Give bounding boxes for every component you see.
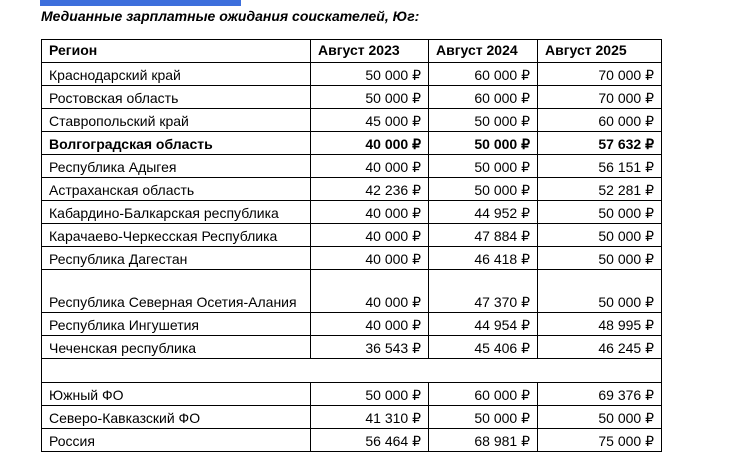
value-aug-2025-cell: 52 281 ₽ <box>538 178 662 201</box>
value-aug-2023-cell: 40 000 ₽ <box>311 224 429 247</box>
table-row <box>42 336 662 359</box>
value-aug-2023-cell: 36 543 ₽ <box>311 336 429 359</box>
value-aug-2024-cell: 60 000 ₽ <box>429 86 538 109</box>
value-aug-2023-cell: 45 000 ₽ <box>311 109 429 132</box>
table-row <box>42 109 662 132</box>
table-row <box>42 132 662 155</box>
value-aug-2023-cell: 50 000 ₽ <box>311 63 429 86</box>
region-cell: Республика Северная Осетия-Алания <box>42 270 311 313</box>
region-cell: Республика Ингушетия <box>42 313 311 336</box>
value-aug-2024-cell: 44 952 ₽ <box>429 201 538 224</box>
table-row <box>42 155 662 178</box>
header-aug-2025: Август 2025 <box>538 40 662 63</box>
value-aug-2025-cell: 60 000 ₽ <box>538 109 662 132</box>
region-cell: Кабардино-Балкарская республика <box>42 201 311 224</box>
value-aug-2024-cell: 68 981 ₽ <box>429 429 538 452</box>
value-aug-2024-cell: 44 954 ₽ <box>429 313 538 336</box>
value-aug-2023-cell: 40 000 ₽ <box>311 132 429 155</box>
table-row <box>42 270 662 313</box>
selection-highlight <box>40 0 241 6</box>
table-spacer-row <box>42 359 662 383</box>
value-aug-2024-cell: 46 418 ₽ <box>429 247 538 270</box>
table-row <box>42 63 662 86</box>
value-aug-2023-cell: 56 464 ₽ <box>311 429 429 452</box>
salary-table <box>41 39 662 452</box>
region-cell: Северо-Кавказский ФО <box>42 406 311 429</box>
value-aug-2024-cell: 47 370 ₽ <box>429 270 538 313</box>
value-aug-2024-cell: 45 406 ₽ <box>429 336 538 359</box>
region-cell: Республика Адыгея <box>42 155 311 178</box>
value-aug-2023-cell: 50 000 ₽ <box>311 383 429 406</box>
table-row <box>42 313 662 336</box>
value-aug-2023-cell: 40 000 ₽ <box>311 247 429 270</box>
region-cell: Астраханская область <box>42 178 311 201</box>
table-row <box>42 178 662 201</box>
region-cell: Ставропольский край <box>42 109 311 132</box>
table-row <box>42 383 662 406</box>
value-aug-2025-cell: 70 000 ₽ <box>538 86 662 109</box>
value-aug-2024-cell: 50 000 ₽ <box>429 178 538 201</box>
value-aug-2024-cell: 47 884 ₽ <box>429 224 538 247</box>
table-row <box>42 86 662 109</box>
value-aug-2024-cell: 60 000 ₽ <box>429 63 538 86</box>
value-aug-2025-cell: 56 151 ₽ <box>538 155 662 178</box>
region-cell: Южный ФО <box>42 383 311 406</box>
table-caption: Медианные зарплатные ожидания соискателей, Юг: <box>41 8 420 24</box>
value-aug-2025-cell: 46 245 ₽ <box>538 336 662 359</box>
value-aug-2024-cell: 50 000 ₽ <box>429 109 538 132</box>
table-row <box>42 429 662 452</box>
region-cell: Республика Дагестан <box>42 247 311 270</box>
value-aug-2024-cell: 50 000 ₽ <box>429 406 538 429</box>
value-aug-2025-cell: 57 632 ₽ <box>538 132 662 155</box>
value-aug-2023-cell: 40 000 ₽ <box>311 201 429 224</box>
region-cell: Волгоградская область <box>42 132 311 155</box>
value-aug-2025-cell: 70 000 ₽ <box>538 63 662 86</box>
table-row <box>42 201 662 224</box>
value-aug-2025-cell: 50 000 ₽ <box>538 406 662 429</box>
value-aug-2023-cell: 40 000 ₽ <box>311 155 429 178</box>
spacer-cell <box>42 359 662 383</box>
value-aug-2023-cell: 41 310 ₽ <box>311 406 429 429</box>
value-aug-2025-cell: 50 000 ₽ <box>538 224 662 247</box>
table-header-row <box>42 40 662 63</box>
value-aug-2023-cell: 42 236 ₽ <box>311 178 429 201</box>
value-aug-2024-cell: 50 000 ₽ <box>429 132 538 155</box>
value-aug-2025-cell: 75 000 ₽ <box>538 429 662 452</box>
region-cell: Карачаево-Черкесская Республика <box>42 224 311 247</box>
value-aug-2025-cell: 48 995 ₽ <box>538 313 662 336</box>
value-aug-2023-cell: 40 000 ₽ <box>311 313 429 336</box>
header-region: Регион <box>42 40 311 63</box>
value-aug-2024-cell: 60 000 ₽ <box>429 383 538 406</box>
region-cell: Краснодарский край <box>42 63 311 86</box>
value-aug-2025-cell: 50 000 ₽ <box>538 201 662 224</box>
table-row <box>42 247 662 270</box>
header-aug-2023: Август 2023 <box>311 40 429 63</box>
value-aug-2025-cell: 50 000 ₽ <box>538 247 662 270</box>
value-aug-2023-cell: 50 000 ₽ <box>311 86 429 109</box>
table-body <box>42 63 662 452</box>
header-aug-2024: Август 2024 <box>429 40 538 63</box>
table-row <box>42 224 662 247</box>
value-aug-2024-cell: 50 000 ₽ <box>429 155 538 178</box>
region-cell: Ростовская область <box>42 86 311 109</box>
value-aug-2025-cell: 69 376 ₽ <box>538 383 662 406</box>
region-cell: Чеченская республика <box>42 336 311 359</box>
value-aug-2023-cell: 40 000 ₽ <box>311 270 429 313</box>
region-cell: Россия <box>42 429 311 452</box>
table-row <box>42 406 662 429</box>
value-aug-2025-cell: 50 000 ₽ <box>538 270 662 313</box>
